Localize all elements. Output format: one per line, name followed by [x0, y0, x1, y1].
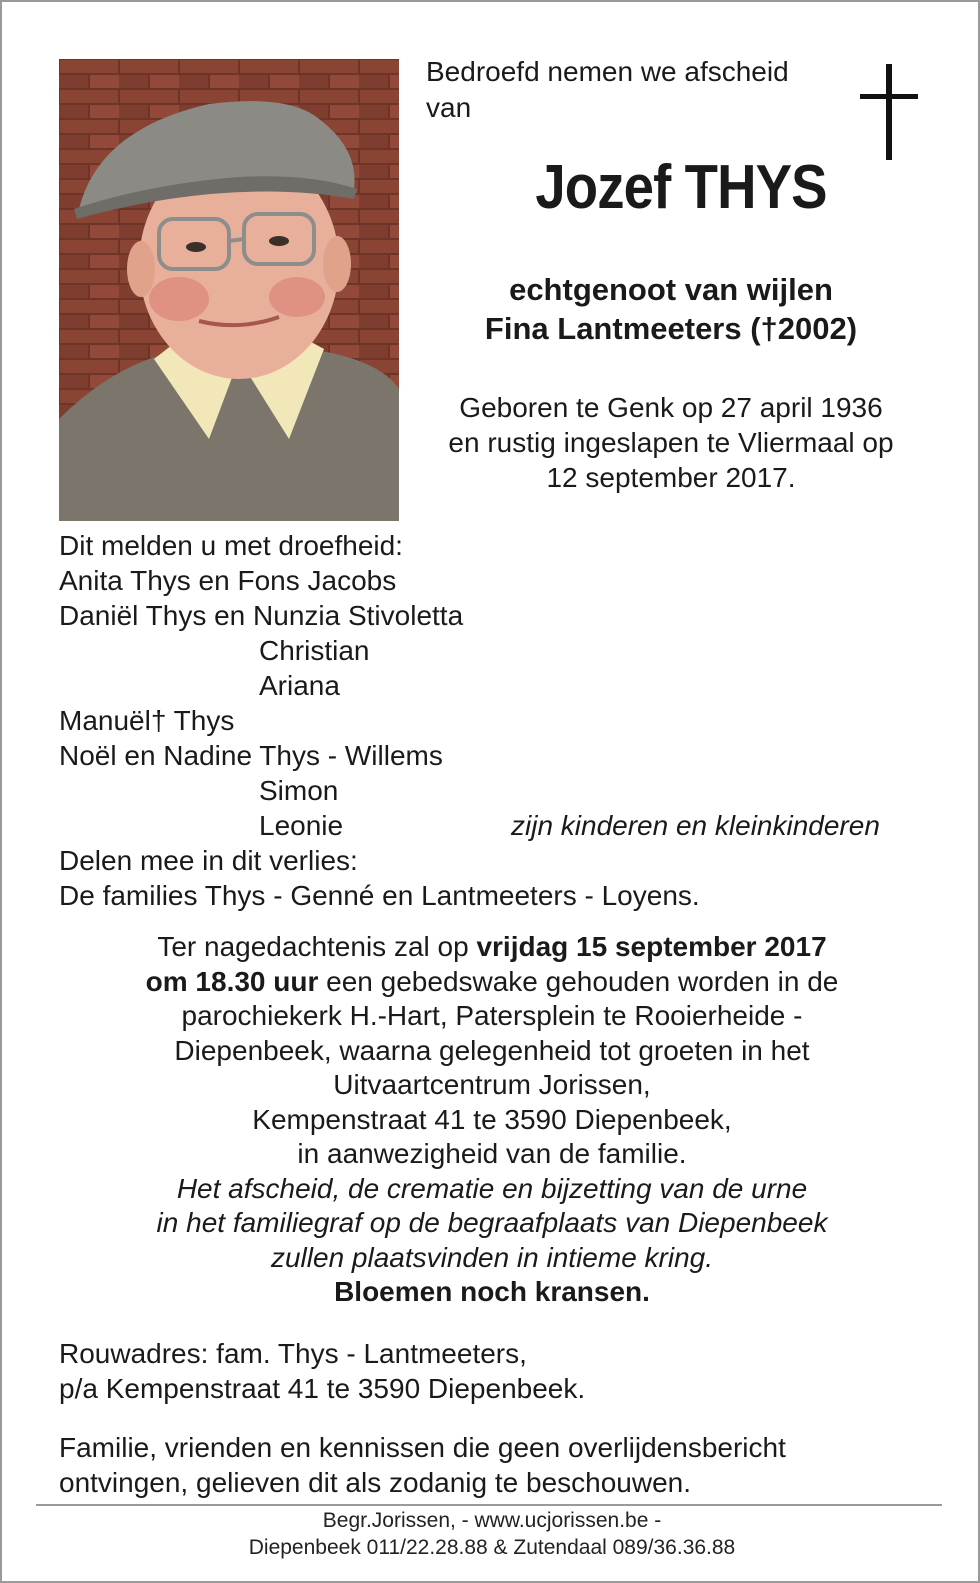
notice-line-10: zullen plaatsvinden in intieme kring. [270, 1241, 714, 1273]
notice-line-9: in het familiegraf op de begraafplaats van Diepenbeek [156, 1207, 828, 1238]
ceremony-notice [42, 930, 942, 1310]
intro-text [426, 54, 789, 126]
family-member: Christian [259, 635, 370, 666]
deceased-name: Jozef THYS [535, 153, 827, 222]
intro-line-1: Bedroefd nemen we afscheid [426, 56, 789, 87]
family-member: Leonie [259, 810, 344, 841]
family-member: Ariana [259, 670, 340, 701]
footer-line-2: Diepenbeek 011/22.28.88 & Zutendaal 089/36.36.88 [248, 1536, 736, 1559]
notice-line-4: Diepenbeek, waarna gelegenheid tot groeten in het [174, 1034, 810, 1066]
family-member: Noël en Nadine Thys - Willems [59, 740, 443, 771]
closing-note [59, 1430, 786, 1500]
shared-families: De families Thys - Genné en Lantmeeters - Loyens. [59, 880, 700, 911]
address-line-1: Rouwadres: fam. Thys - Lantmeeters, [59, 1338, 527, 1369]
birth-line-1: Geboren te Genk op 27 april 1936 [459, 392, 883, 423]
footer-divider [36, 1504, 942, 1506]
notice-line-7: in aanwezigheid van de familie. [297, 1138, 687, 1169]
family-member: Simon [259, 775, 339, 806]
family-heading: Dit melden u met droefheid: [59, 530, 403, 561]
notice-time: om 18.30 uur [145, 965, 319, 997]
birth-death-info [426, 390, 916, 495]
notice-line-6: Kempenstraat 41 te 3590 Diepenbeek, [252, 1103, 732, 1135]
family-member: Daniël Thys en Nunzia Stivoletta [59, 600, 464, 631]
birth-line-3: 12 september 2017. [546, 462, 796, 493]
mourning-address [59, 1336, 585, 1406]
address-line-2: p/a Kempenstraat 41 te 3590 Diepenbeek. [59, 1373, 586, 1404]
family-role: zijn kinderen en kleinkinderen [511, 810, 880, 841]
closing-line-2: ontvingen, gelieven dit als zodanig te beschouwen. [59, 1467, 691, 1498]
notice-line-3: parochiekerk H.-Hart, Patersplein te Rooierheide - [181, 1000, 803, 1031]
funeral-home-footer [42, 1507, 942, 1561]
family-list [59, 528, 939, 913]
family-member-row [59, 808, 939, 843]
notice-text: een gebedswake gehouden worden in de [318, 965, 839, 997]
notice-line-5: Uitvaartcentrum Jorissen, [333, 1069, 651, 1100]
spouse-line-1: echtgenoot van wijlen [509, 272, 833, 307]
notice-text: Ter nagedachtenis zal op [157, 931, 477, 962]
notice-line-2 [42, 965, 942, 1000]
intro-line-2: van [426, 92, 472, 123]
footer-line-1: Begr.Jorissen, - www.ucjorissen.be - [322, 1509, 662, 1532]
notice-date: vrijdag 15 september 2017 [476, 931, 827, 962]
shared-heading: Delen mee in dit verlies: [59, 845, 358, 876]
spouse-info [426, 270, 916, 348]
notice-line-8: Het afscheid, de crematie en bijzetting van de urne [176, 1172, 808, 1204]
notice-line-1 [42, 930, 942, 965]
spouse-line-2: Fina Lantmeeters (†2002) [484, 311, 858, 346]
cross-icon [860, 64, 920, 162]
portrait-photo [59, 59, 399, 521]
family-member: Manuël† Thys [59, 705, 235, 736]
birth-line-2: en rustig ingeslapen te Vliermaal op [448, 427, 894, 458]
family-member: Anita Thys en Fons Jacobs [59, 565, 397, 596]
closing-line-1: Familie, vrienden en kennissen die geen overlijdensbericht [59, 1432, 786, 1463]
notice-line-11: Bloemen noch kransen. [334, 1276, 650, 1307]
